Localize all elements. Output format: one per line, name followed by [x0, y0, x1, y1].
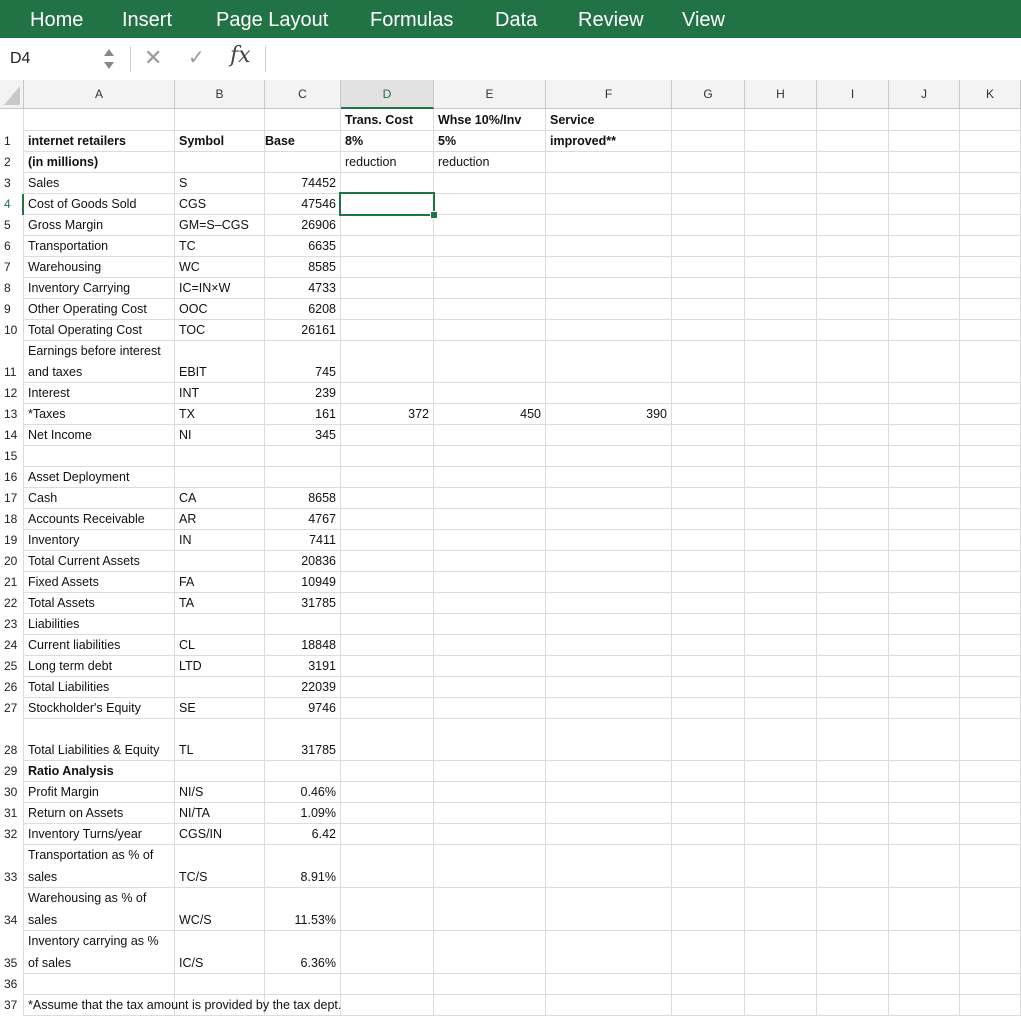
- cell-b1[interactable]: Symbol: [179, 134, 225, 148]
- cell-b33[interactable]: TC/S: [179, 870, 208, 884]
- cell-a18[interactable]: Accounts Receivable: [28, 512, 145, 526]
- grid-line: [24, 445, 1021, 446]
- cell-b21[interactable]: FA: [179, 575, 195, 589]
- grid-line: [24, 130, 1021, 131]
- row-header-26[interactable]: 26: [4, 680, 18, 694]
- cell-a23[interactable]: Liabilities: [28, 617, 80, 631]
- grid-line: [24, 655, 1021, 656]
- cell-a16[interactable]: Asset Deployment: [28, 470, 130, 484]
- cell-b35[interactable]: IC/S: [179, 956, 204, 970]
- cell-b3[interactable]: S: [179, 176, 188, 190]
- cell-c20[interactable]: 20836: [301, 554, 336, 568]
- row-header-13[interactable]: 13: [4, 407, 18, 421]
- cell-c1[interactable]: Base: [265, 134, 295, 148]
- row-header-4[interactable]: 4: [4, 197, 11, 211]
- grid-line: [24, 277, 1021, 278]
- cell-a33-line1[interactable]: Transportation as % of: [28, 848, 154, 862]
- grid-line: [24, 340, 1021, 341]
- cell-c28[interactable]: 31785: [301, 743, 336, 757]
- cell-c5[interactable]: 26906: [301, 218, 336, 232]
- cell-b31[interactable]: NI/TA: [179, 806, 211, 820]
- grid-line: [24, 214, 1021, 215]
- grid-line: [24, 823, 1021, 824]
- insert-function-icon[interactable]: fx: [230, 43, 251, 68]
- cell-b14[interactable]: NI: [179, 428, 192, 442]
- cell-a17[interactable]: Cash: [28, 491, 58, 505]
- cell-c33[interactable]: 8.91%: [300, 870, 336, 884]
- cell-a31[interactable]: Return on Assets: [28, 806, 124, 820]
- cell-c21[interactable]: 10949: [301, 575, 336, 589]
- row-header-29[interactable]: 29: [4, 764, 18, 778]
- grid-line: [24, 760, 1021, 761]
- grid-line: [24, 781, 1021, 782]
- grid-line: [24, 718, 1021, 719]
- cell-b9[interactable]: OOC: [179, 302, 208, 316]
- cell-c32[interactable]: 6.42: [311, 827, 336, 841]
- cell-a8[interactable]: Inventory Carrying: [28, 281, 131, 295]
- row-header-32[interactable]: 32: [4, 827, 18, 841]
- cell-f13[interactable]: 390: [646, 407, 667, 421]
- row-header-14[interactable]: 14: [4, 428, 18, 442]
- row-header-34[interactable]: 34: [4, 913, 18, 927]
- grid-line: [24, 529, 1021, 530]
- cell-c22[interactable]: 31785: [301, 596, 336, 610]
- column-header-k[interactable]: K: [960, 80, 1021, 109]
- cell-b13[interactable]: TX: [179, 407, 195, 421]
- grid-line: [24, 973, 1021, 974]
- cancel-icon[interactable]: ✕: [144, 45, 163, 70]
- row-header-22[interactable]: 22: [4, 596, 18, 610]
- row-header-24[interactable]: 24: [4, 638, 18, 652]
- cell-a12[interactable]: Interest: [28, 386, 70, 400]
- row-header-31[interactable]: 31: [4, 806, 18, 820]
- cell-c12[interactable]: 239: [315, 386, 336, 400]
- grid-line: [24, 930, 1021, 931]
- cell-d-header-1[interactable]: Trans. Cost: [345, 113, 414, 127]
- row-header-1[interactable]: 1: [4, 134, 11, 148]
- cell-c19[interactable]: 7411: [309, 533, 336, 547]
- row-header-27[interactable]: 27: [4, 701, 18, 715]
- row-header-17[interactable]: 17: [4, 491, 18, 505]
- cell-d-header-3[interactable]: reduction: [345, 155, 397, 169]
- row-header-10[interactable]: 10: [4, 323, 18, 337]
- spreadsheet-grid: [0, 80, 1021, 1024]
- cell-c24[interactable]: 18848: [301, 638, 336, 652]
- cell-a14[interactable]: Net Income: [28, 428, 92, 442]
- cell-b5[interactable]: GM=S–CGS: [179, 218, 249, 232]
- row-header-21[interactable]: 21: [4, 575, 18, 589]
- cell-a11-line1[interactable]: Earnings before interest: [28, 344, 161, 358]
- cell-e-header-1[interactable]: Whse 10%/Inv: [438, 113, 522, 127]
- cell-c18[interactable]: 4767: [308, 512, 336, 526]
- column-header-d[interactable]: D: [341, 80, 434, 109]
- cell-c3[interactable]: 74452: [301, 176, 336, 190]
- cell-a24[interactable]: Current liabilities: [28, 638, 121, 652]
- grid-line: [888, 109, 889, 1016]
- cell-c35[interactable]: 6.36%: [300, 956, 336, 970]
- row-header-23[interactable]: 23: [4, 617, 18, 631]
- cell-a37[interactable]: *Assume that the tax amount is provided by the tax dept.: [28, 998, 342, 1012]
- row-header-11[interactable]: 11: [4, 365, 17, 379]
- grid-line: [24, 487, 1021, 488]
- cell-a27[interactable]: Stockholder's Equity: [28, 701, 141, 715]
- cell-c25[interactable]: 3191: [308, 659, 336, 673]
- cell-d-header-2[interactable]: 8%: [345, 134, 364, 148]
- row-header-16[interactable]: 16: [4, 470, 18, 484]
- cell-a11[interactable]: and taxes: [28, 365, 83, 379]
- column-header-j[interactable]: J: [889, 80, 960, 109]
- row-header-37[interactable]: 37: [4, 998, 18, 1012]
- cell-a32[interactable]: Inventory Turns/year: [28, 827, 142, 841]
- cell-a1[interactable]: internet retailers: [28, 134, 126, 148]
- row-header-25[interactable]: 25: [4, 659, 18, 673]
- row-header-3[interactable]: 3: [4, 176, 11, 190]
- row-header-7[interactable]: 7: [4, 260, 11, 274]
- row-header-30[interactable]: 30: [4, 785, 18, 799]
- cell-b4[interactable]: CGS: [179, 197, 207, 211]
- row-header-15[interactable]: 15: [4, 449, 18, 463]
- cell-b7[interactable]: WC: [179, 260, 200, 274]
- grid-line: [744, 109, 745, 1016]
- cell-c26[interactable]: 22039: [301, 680, 336, 694]
- cell-a34-line1[interactable]: Warehousing as % of: [28, 891, 147, 905]
- cell-b18[interactable]: AR: [179, 512, 197, 526]
- cell-c31[interactable]: 1.09%: [300, 806, 336, 820]
- row-header-8[interactable]: 8: [4, 281, 11, 295]
- cell-c9[interactable]: 6208: [308, 302, 336, 316]
- row-header-9[interactable]: 9: [4, 302, 11, 316]
- tab-data[interactable]: Data: [495, 9, 538, 31]
- cell-a22[interactable]: Total Assets: [28, 596, 95, 610]
- row-header-18[interactable]: 18: [4, 512, 18, 526]
- tab-review[interactable]: Review: [578, 9, 644, 31]
- grid-line: [959, 109, 960, 1016]
- cell-a5[interactable]: Gross Margin: [28, 218, 104, 232]
- row-header-2[interactable]: 2: [4, 155, 11, 169]
- cell-b22[interactable]: TA: [179, 596, 195, 610]
- column-header-e[interactable]: E: [434, 80, 546, 109]
- cell-c10[interactable]: 26161: [301, 323, 336, 337]
- cell-c6[interactable]: 6635: [308, 239, 336, 253]
- cell-b24[interactable]: CL: [179, 638, 195, 652]
- grid-line: [433, 109, 434, 1016]
- cell-e13[interactable]: 450: [520, 407, 541, 421]
- grid-line: [24, 550, 1021, 551]
- cell-b30[interactable]: NI/S: [179, 785, 204, 799]
- cell-c11[interactable]: 745: [315, 365, 336, 379]
- cell-b11[interactable]: EBIT: [179, 365, 207, 379]
- cell-c27[interactable]: 9746: [308, 701, 336, 715]
- cell-e-header-2[interactable]: 5%: [438, 134, 457, 148]
- grid-line: [24, 613, 1021, 614]
- active-row-indicator: [22, 194, 24, 215]
- cell-a19[interactable]: Inventory: [28, 533, 80, 547]
- selected-cell-d4[interactable]: [339, 192, 435, 216]
- grid-line: [24, 844, 1021, 845]
- cell-d13[interactable]: 372: [408, 407, 429, 421]
- fill-handle[interactable]: [430, 211, 438, 219]
- cell-a33[interactable]: sales: [28, 870, 58, 884]
- cell-c4[interactable]: 47546: [301, 197, 336, 211]
- cell-c30[interactable]: 0.46%: [300, 785, 336, 799]
- grid-line: [545, 109, 546, 1016]
- cell-c34[interactable]: 11.53%: [294, 913, 336, 927]
- separator: [130, 46, 131, 72]
- row-header-5[interactable]: 5: [4, 218, 11, 232]
- tab-page-layout[interactable]: Page Layout: [216, 9, 329, 31]
- grid-line: [671, 109, 672, 1016]
- column-header-f[interactable]: F: [546, 80, 672, 109]
- cell-a28[interactable]: Total Liabilities & Equity: [28, 743, 160, 757]
- formula-input[interactable]: [270, 42, 1010, 76]
- cell-a29[interactable]: Ratio Analysis: [28, 764, 114, 778]
- cell-b25[interactable]: LTD: [179, 659, 202, 673]
- cell-c13[interactable]: 161: [315, 407, 336, 421]
- cell-b34[interactable]: WC/S: [179, 913, 212, 927]
- cell-a10[interactable]: Total Operating Cost: [28, 323, 142, 337]
- column-header-h[interactable]: H: [745, 80, 817, 109]
- cell-c8[interactable]: 4733: [308, 281, 336, 295]
- row-header-20[interactable]: 20: [4, 554, 18, 568]
- row-header-36[interactable]: 36: [4, 977, 18, 991]
- name-box[interactable]: D4: [10, 50, 31, 67]
- grid-line: [24, 256, 1021, 257]
- grid-line: [24, 887, 1021, 888]
- cell-b8[interactable]: IC=IN×W: [179, 281, 231, 295]
- column-header-g[interactable]: G: [672, 80, 745, 109]
- cell-a30[interactable]: Profit Margin: [28, 785, 99, 799]
- grid-line: [24, 676, 1021, 677]
- cell-c7[interactable]: 8585: [308, 260, 336, 274]
- grid-line: [24, 319, 1021, 320]
- cell-b19[interactable]: IN: [179, 533, 192, 547]
- grid-line: [24, 571, 1021, 572]
- cell-a2[interactable]: (in millions): [28, 155, 99, 169]
- cell-b32[interactable]: CGS/IN: [179, 827, 223, 841]
- cell-a4[interactable]: Cost of Goods Sold: [28, 197, 137, 211]
- cell-f-header-2[interactable]: improved**: [550, 134, 616, 148]
- grid-line: [24, 634, 1021, 635]
- column-header-a[interactable]: A: [24, 80, 175, 109]
- separator: [265, 46, 266, 72]
- cell-a20[interactable]: Total Current Assets: [28, 554, 140, 568]
- grid-line: [24, 172, 1021, 173]
- cell-b17[interactable]: CA: [179, 491, 197, 505]
- grid-line: [340, 109, 341, 1016]
- cell-a25[interactable]: Long term debt: [28, 659, 113, 673]
- cell-b28[interactable]: TL: [179, 743, 194, 757]
- row-header-19[interactable]: 19: [4, 533, 18, 547]
- cell-b6[interactable]: TC: [179, 239, 196, 253]
- column-header-b[interactable]: B: [175, 80, 265, 109]
- cell-a13[interactable]: *Taxes: [28, 407, 66, 421]
- grid-line: [24, 382, 1021, 383]
- ribbon: [0, 0, 1021, 38]
- cell-b12[interactable]: INT: [179, 386, 200, 400]
- cell-b27[interactable]: SE: [179, 701, 196, 715]
- formula-bar: [0, 38, 1021, 81]
- cell-a7[interactable]: Warehousing: [28, 260, 102, 274]
- cell-c17[interactable]: 8658: [308, 491, 336, 505]
- cell-b10[interactable]: TOC: [179, 323, 206, 337]
- grid-line: [24, 697, 1021, 698]
- grid-line: [24, 235, 1021, 236]
- cell-a21[interactable]: Fixed Assets: [28, 575, 99, 589]
- row-header-35[interactable]: 35: [4, 956, 18, 970]
- tab-view[interactable]: View: [682, 9, 725, 31]
- cell-a26[interactable]: Total Liabilities: [28, 680, 110, 694]
- grid-line: [24, 802, 1021, 803]
- tab-insert[interactable]: Insert: [122, 9, 173, 31]
- cell-a6[interactable]: Transportation: [28, 239, 109, 253]
- cell-c14[interactable]: 345: [315, 428, 336, 442]
- tab-formulas[interactable]: Formulas: [370, 9, 454, 31]
- column-header-i[interactable]: I: [817, 80, 889, 109]
- grid-line: [24, 151, 1021, 152]
- grid-line: [24, 193, 1021, 194]
- column-header-c[interactable]: C: [265, 80, 341, 109]
- cell-a9[interactable]: Other Operating Cost: [28, 302, 147, 316]
- cell-a35[interactable]: of sales: [28, 956, 72, 970]
- cell-a34[interactable]: sales: [28, 913, 58, 927]
- cell-a3[interactable]: Sales: [28, 176, 60, 190]
- cell-a35-line1[interactable]: Inventory carrying as %: [28, 934, 159, 948]
- grid-line: [816, 109, 817, 1016]
- row-header-33[interactable]: 33: [4, 870, 18, 884]
- cell-f-header-1[interactable]: Service: [550, 113, 595, 127]
- grid-line: [24, 298, 1021, 299]
- select-all-corner[interactable]: [0, 80, 24, 109]
- name-box-spinner-icon[interactable]: [103, 46, 115, 72]
- cell-e-header-3[interactable]: reduction: [438, 155, 490, 169]
- grid-line: [24, 466, 1021, 467]
- grid-line: [24, 592, 1021, 593]
- confirm-icon[interactable]: ✓: [188, 47, 205, 69]
- grid-line: [24, 508, 1021, 509]
- tab-home[interactable]: Home: [30, 9, 84, 31]
- row-header-28[interactable]: 28: [4, 743, 18, 757]
- row-header-6[interactable]: 6: [4, 239, 11, 253]
- row-header-12[interactable]: 12: [4, 386, 18, 400]
- grid-line: [174, 109, 175, 1016]
